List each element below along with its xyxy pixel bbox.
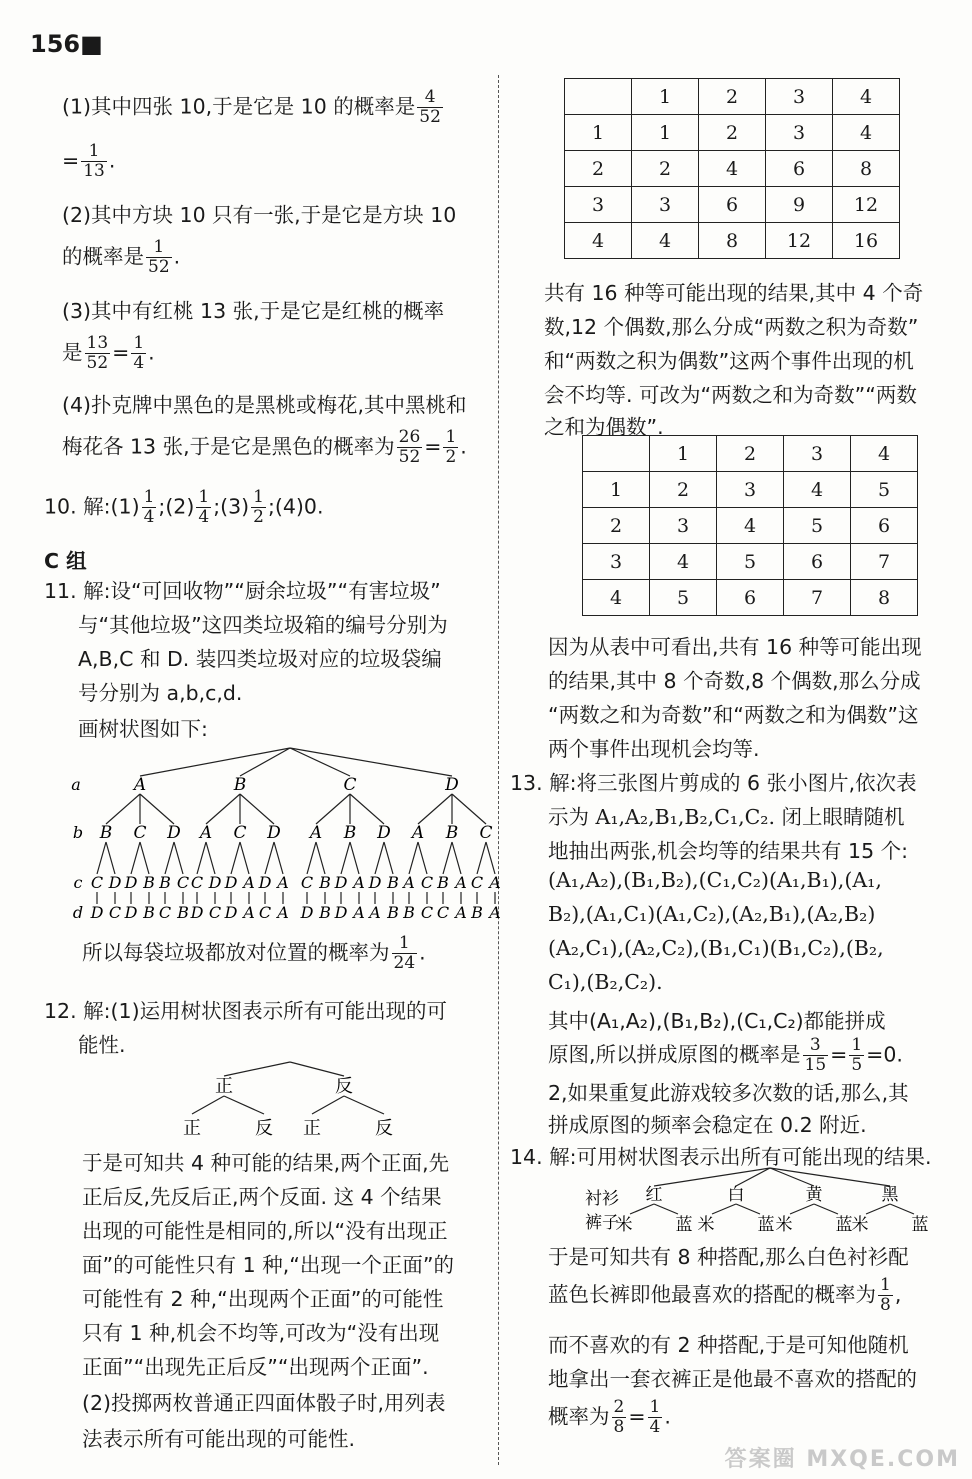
tree-branch [443,842,452,874]
tree-node: C [108,903,122,922]
tree-node: C [258,903,272,922]
r-line7: 的结果,其中 8 个奇数,8 个偶数,那么分成 [548,669,921,693]
table-cell: 6 [699,187,766,223]
fraction: $\frac{1}{24}$ [393,933,416,973]
table-cell: 6 [717,580,784,616]
tree-node: C [190,873,204,892]
table-cell: 1 [632,115,699,151]
q12-line8: 只有 1 种,机会不均等,可改为“没有出现 [82,1321,440,1345]
table-cell: 3 [717,472,784,508]
tree-branch [192,1096,224,1114]
tree-node: A [489,873,501,892]
tree-branch [140,842,149,874]
tree-node: B [437,873,449,892]
tree-branch [224,1096,264,1114]
tree-node: A [455,873,467,892]
tree-node: B [343,823,357,843]
garbage-tree-diagram [68,742,508,927]
fraction: $\frac{1}{4}$ [143,487,155,527]
table-cell: 1 [565,115,632,151]
tree-node: D [267,823,281,843]
tree-node: D [90,903,104,922]
tree-branch [290,748,350,776]
q11-line5: 画树状图如下: [78,717,208,741]
q12-line3: 于是可知共 4 种可能的结果,两个正面,先 [82,1151,450,1175]
r-line2: 数,12 个偶数,那么分成“两数之积为奇数” [544,315,919,339]
table-row [565,187,900,223]
tree-branch [312,1096,344,1114]
table-cell: 2 [632,151,699,187]
tree-node: B [471,903,483,922]
tree-node: 正 [215,1076,233,1097]
tree-branch [409,842,418,874]
tree-branch [375,842,384,874]
q12-line1: 12. 解:(1)运用树状图表示所有可能出现的可 [44,999,448,1023]
table-cell: 3 [766,79,833,115]
tree-branch [654,1204,678,1214]
q9-part1-cont: = $\frac{1}{13}$ . [62,141,116,181]
tree-branch [890,1204,914,1214]
table-cell: 3 [784,436,851,472]
q12-line6: 面”的可能性只有 1 种,“出现一个正面”的 [82,1253,454,1277]
tree-node: D [224,873,238,892]
table-cell: 1 [650,436,717,472]
q12-line10: (2)投掷两枚普通正四面体骰子时,用列表 [82,1391,446,1415]
q9-part3-cont: 是 $\frac{13}{52}$ = $\frac{1}{4}$ . [62,333,155,373]
tree-node: B [445,823,459,843]
table-cell: 5 [717,544,784,580]
tree-branch [106,794,140,824]
table-cell: 2 [699,79,766,115]
fraction: $\frac{1}{8}$ [880,1275,891,1315]
table-cell: 4 [699,151,766,187]
sum-table [582,435,918,616]
fraction: $\frac{1}{2}$ [253,487,264,527]
tree-node: A [199,823,213,843]
table-cell: 8 [699,223,766,259]
table-row [565,115,900,151]
table-cell: 16 [833,223,900,259]
table-cell [583,436,650,472]
q13-line11: 拼成原图的频率会稳定在 0.2 附近. [548,1113,867,1137]
tree-branch [486,842,495,874]
tree-node: 红 [645,1185,663,1205]
tree-node: A [369,903,381,922]
table-row [565,151,900,187]
q12-line11: 法表示所有可能出现的可能性. [82,1427,356,1451]
row-label: c [73,873,83,892]
tree-node: 反 [335,1076,353,1097]
q12-line2: 能性. [78,1033,126,1057]
table-cell: 12 [766,223,833,259]
tree-node: D [445,775,459,795]
tree-node: B [143,903,155,922]
q11-line2: 与“其他垃圾”这四类垃圾箱的编号分别为 [78,613,448,637]
table-cell: 1 [583,472,650,508]
q13-line10: 2,如果重复此游戏较多次数的话,那么,其 [548,1081,909,1105]
tree-branch [384,842,393,874]
tree-branch [866,1204,890,1214]
table-cell: 6 [784,544,851,580]
q13-line1: 13. 解:将三张图片剪成的 6 张小图片,依次表 [510,771,917,795]
q11-conclusion: 所以每袋垃圾都放对位置的概率为 $\frac{1}{24}$ . [82,933,426,973]
q13-line9: 原图,所以拼成原图的概率是 $\frac{3}{15}$ = $\frac{1}{5}$ =0. [548,1035,903,1075]
q9-part1: (1)其中四张 10,于是它是 10 的概率是 $\frac{4}{52}$ [62,87,441,127]
tree-node: A [243,903,255,922]
fraction: $\frac{1}{5}$ [851,1035,863,1075]
row-label: b [72,823,84,842]
table-row [583,544,918,580]
tree-branch [350,842,359,874]
tree-node: D [124,873,138,892]
table-cell: 8 [851,580,918,616]
tree-node: 反 [255,1118,273,1138]
tree-node: 白 [727,1185,745,1205]
tree-node: 蓝 [675,1215,693,1235]
tree-node: D [224,903,238,922]
tree-branch [206,794,240,824]
q12-line9: 正面”“出现先正后反”“出现两个正面”. [82,1355,429,1379]
tree-branch [265,842,274,874]
tree-node: A [455,903,467,922]
table-row [565,79,900,115]
tree-branch [307,842,316,874]
q9-part2-cont: 的概率是 $\frac{1}{52}$ . [62,237,181,277]
table-cell: 4 [632,223,699,259]
tree-branch [290,1062,344,1076]
tree-node: C [176,873,190,892]
tree-node: A [353,873,365,892]
r-line4: 会不均等. 可改为“两数之和为奇数”“两数 [544,383,917,407]
product-table [564,78,900,259]
tree-node: A [309,823,323,843]
tree-node: D [300,903,314,922]
q11-line4: 号分别为 a,b,c,d. [78,681,243,705]
tree-branch [452,794,486,824]
tree-branch [140,748,290,776]
tree-node: C [470,873,484,892]
q10: 10. 解:(1) $\frac{1}{4}$ ;(2) $\frac{1}{4}$ ;(3) $\frac{1}{2}$ ;(4)0. [44,487,324,527]
tree-node: A [411,823,425,843]
table-cell: 2 [565,151,632,187]
watermark-logo: 答案圈 MXQE.COM [724,1447,960,1472]
fraction: $\frac{1}{4}$ [198,487,210,527]
table-cell: 5 [650,580,717,616]
q12-line5: 出现的可能性是相同的,所以“没有出现正 [82,1219,448,1243]
tree-node: D [167,823,181,843]
tree-node: C [420,873,434,892]
q9-part2: (2)其中方块 10 只有一张,于是它是方块 10 [62,203,457,227]
tree-branch [477,842,486,874]
tree-node: 米 [615,1215,633,1235]
table-cell: 6 [851,508,918,544]
q14-line4: 而不喜欢的有 2 种搭配,于是可知他随机 [548,1333,909,1357]
table-cell: 9 [766,187,833,223]
right-column [498,0,972,1479]
r-line8: “两数之和为奇数”和“两数之和为偶数”这 [548,703,919,727]
tree-node: B [319,903,331,922]
table-cell: 1 [632,79,699,115]
table-cell: 2 [650,472,717,508]
table-cell: 4 [851,436,918,472]
q9-part4-cont: 梅花各 13 张,于是它是黑色的概率为 $\frac{26}{52}$ = $\frac{1}{2}$ . [62,427,467,467]
tree-branch [274,842,283,874]
tree-branch [231,842,240,874]
r-line1: 共有 16 种等可能出现的结果,其中 4 个奇 [544,281,924,305]
table-cell: 4 [583,580,650,616]
table-cell: 7 [784,580,851,616]
tree-node: D [258,873,272,892]
table-row [583,508,918,544]
tree-node: 黄 [805,1185,823,1205]
q9-part4: (4)扑克牌中黑色的是黑桃或梅花,其中黑桃和 [62,393,467,417]
tree-node: 蓝 [757,1215,775,1235]
tree-node: D [208,873,222,892]
tree-node: C [479,823,493,843]
tree-node: C [158,903,172,922]
tree-node: 蓝 [835,1215,853,1235]
q9-part3: (3)其中有红桃 13 张,于是它是红桃的概率 [62,299,445,323]
tree-branch [350,794,384,824]
tree-node: B [233,775,247,795]
table-cell: 4 [833,115,900,151]
tree-branch [630,1204,654,1214]
table-cell: 2 [717,436,784,472]
tree-node: A [243,873,255,892]
q13-line5: B₂),(A₁,C₁)(A₁,C₂),(A₂,B₁),(A₂,B₂) [548,902,876,926]
q13-line7: C₁),(B₂,C₂). [548,970,663,994]
tree-node: B [143,873,155,892]
tree-node: C [420,903,434,922]
tree-branch [240,794,274,824]
table-cell: 6 [766,151,833,187]
tree-node: D [108,873,122,892]
table-cell: 4 [565,223,632,259]
table-cell: 3 [583,544,650,580]
tree-branch [290,748,452,776]
fraction: $\frac{1}{4}$ [133,333,145,373]
r-line5: 之和为偶数”. [544,415,664,439]
fraction: $\frac{26}{52}$ [398,427,421,467]
r-line3: 和“两数之积为偶数”这两个事件出现的机 [544,349,914,373]
q14-line5: 地拿出一套衣裤正是他最不喜欢的搭配的 [548,1367,917,1391]
table-cell: 4 [717,508,784,544]
tree-node: B [403,903,415,922]
fraction: $\frac{1}{4}$ [649,1397,661,1437]
tree-node: B [159,873,171,892]
q14-line3: 蓝色长裤即他最喜欢的搭配的概率为 $\frac{1}{8}$ , [548,1275,902,1315]
r-line9: 两个事件出现机会均等. [548,737,760,761]
fraction: $\frac{1}{13}$ [83,141,105,181]
fraction: $\frac{1}{52}$ [148,237,170,277]
clothing-tree-diagram [578,1164,972,1236]
tree-branch [97,842,106,874]
tree-node: 正 [183,1118,201,1138]
q13-line6: (A₂,C₁),(A₂,C₂),(B₁,C₁)(B₁,C₂),(B₂, [548,936,884,960]
q14-line2: 于是可知共有 8 种搭配,那么白色衬衫配 [548,1245,909,1269]
tree-node: A [277,873,289,892]
tree-node: A [403,873,415,892]
tree-branch [814,1204,838,1214]
group-c-heading: C 组 [44,549,87,573]
tree-branch [140,794,174,824]
tree-branch [344,1096,384,1114]
table-cell: 2 [699,115,766,151]
table-cell: 4 [833,79,900,115]
tree-node: B [387,903,399,922]
tree-node: B [387,873,399,892]
tree-node: A [277,903,289,922]
tree-node: 黑 [881,1185,899,1205]
tree-node: 正 [303,1118,321,1138]
tree-branch [790,1204,814,1214]
table-cell: 3 [650,508,717,544]
table-row [583,436,918,472]
tree-branch [131,842,140,874]
table-cell: 7 [851,544,918,580]
q11-line1: 11. 解:设“可回收物”“厨余垃圾”“有害垃圾” [44,579,441,603]
row-label: d [72,903,84,922]
tree-node: A [353,903,365,922]
fraction: $\frac{2}{8}$ [613,1397,625,1437]
fraction: $\frac{1}{2}$ [445,427,457,467]
tree-node: B [319,873,331,892]
tree-node: D [334,873,348,892]
tree-node: 米 [697,1215,715,1235]
tree-node: 米 [851,1215,869,1235]
tree-node: C [208,903,222,922]
tree-branch [165,842,174,874]
table-row [565,223,900,259]
table-cell: 3 [565,187,632,223]
fraction: $\frac{13}{52}$ [86,333,109,373]
tree-node: D [368,873,382,892]
tree-node: D [190,903,204,922]
tree-node: C [133,823,147,843]
tree-node: A [133,775,147,795]
tree-branch [316,794,350,824]
table-cell [565,79,632,115]
table-cell: 5 [851,472,918,508]
fraction: $\frac{4}{52}$ [419,87,441,127]
tree-branch [770,1168,890,1186]
q13-line4: (A₁,A₂),(B₁,B₂),(C₁,C₂)(A₁,B₁),(A₁, [548,868,882,892]
q11-line3: A,B,C 和 D. 装四类垃圾对应的垃圾袋编 [78,647,442,671]
tree-node: C [233,823,247,843]
row-label: 衬衫 [585,1189,619,1209]
tree-branch [240,842,249,874]
tree-node: D [377,823,391,843]
tree-branch [712,1204,736,1214]
tree-node: D [334,903,348,922]
q14-line1: 14. 解:可用树状图表示出所有可能出现的结果. [510,1145,932,1169]
tree-node: B [99,823,113,843]
tree-branch [174,842,183,874]
tree-node: D [124,903,138,922]
q12-line4: 正后反,先反后正,两个反面. 这 4 个结果 [82,1185,442,1209]
q13-line2: 示为 A₁,A₂,B₁,B₂,C₁,C₂. 闭上眼睛随机 [548,805,905,829]
coin-tree-diagram [178,1058,408,1138]
tree-node: C [300,873,314,892]
table-cell: 4 [784,472,851,508]
q13-line3: 地抽出两张,机会均等的结果共有 15 个: [548,839,909,863]
r-line6: 因为从表中可看出,共有 16 种等可能出现 [548,635,922,659]
page-number: 156■ [30,30,103,58]
table-cell: 8 [833,151,900,187]
tree-node: B [177,903,189,922]
tree-node: 蓝 [911,1215,929,1235]
q14-line6: 概率为 $\frac{2}{8}$ = $\frac{1}{4}$ . [548,1397,671,1437]
tree-node: A [489,903,501,922]
table-row [583,580,918,616]
table-row [583,472,918,508]
table-cell: 5 [784,508,851,544]
tree-branch [206,842,215,874]
q12-line7: 可能性有 2 种,“出现两个正面”的可能性 [82,1287,444,1311]
table-cell: 4 [650,544,717,580]
tree-node: C [436,903,450,922]
row-label: a [71,775,81,794]
table-cell: 12 [833,187,900,223]
tree-node: C [343,775,357,795]
tree-branch [316,842,325,874]
tree-branch [736,1204,760,1214]
tree-branch [452,842,461,874]
tree-branch [106,842,115,874]
table-cell: 3 [766,115,833,151]
tree-branch [418,794,452,824]
row-label: 裤子 [585,1213,619,1233]
table-cell: 3 [632,187,699,223]
tree-node: C [90,873,104,892]
tree-branch [341,842,350,874]
table-cell: 2 [583,508,650,544]
tree-node: 反 [375,1118,393,1138]
fraction: $\frac{3}{15}$ [804,1035,827,1075]
tree-branch [418,842,427,874]
tree-branch [197,842,206,874]
tree-branch [224,1062,290,1076]
q13-line8: 其中(A₁,A₂),(B₁,B₂),(C₁,C₂)都能拼成 [548,1009,886,1033]
tree-node: 米 [775,1215,793,1235]
